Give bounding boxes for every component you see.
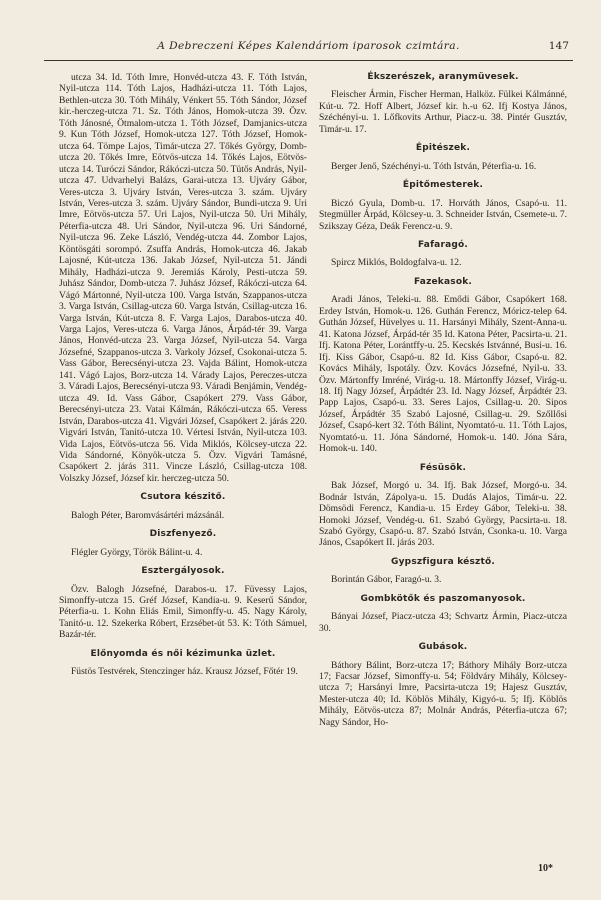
section-text: Bányai József, Piacz-utcza 43; Schvartz Ármin, Piacz-utcza 30. — [319, 611, 567, 634]
continued-listing: utcza 34. Id. Tóth Imre, Honvéd-utcza 43. F. Tóth István, Nyil-utcza 114. Tóth Lajos, Hadházi-utcza 11. Tóth Lajos, Bethlen-utcza 30. Tóth Mihály, Vénkert 55. Tóth Sándor, József kir.-herczeg-utcza 71. Sz. Tóth János, Homok-utcza 39. Özv. Tóth Jánosné, Ötmalom-utcza 1. Tóth József, Damjanics-utcza 9. Kun Tóth József, Homok-utcza 127. Tóth József, Homok-utcza 64. Tömpe Lajos, Timár-utcza 27. Tőkés György, Domb-utcza 20. Tőkés Imre, Eötvös-utcza 14. Tőkés Lajos, Eötvös-utcza 14. Turóczi Sándor, Rákóczi-utcza 50. Tütős András, Nyil-utcza 47. Udvarhelyi Balázs, Garai-utcza 13. Ujváry Gábor, Veres-utcza 3. Ujváry István, Veres-utcza 3. szám. Ujváry István, Veres-utcza 3. szám. Ujváry Sándor, Bundi-utcza 9. Uri Imre, Eötvös-utcza 57. Uri Lajos, Nyil-utcza 50. Uri Mihály, Péterfia-utcza 48. Uri Sándor, Nyil-utcza 96. Uri Sándorné, Nyil-utcza 96. Zeke László, Vendég-utcza 44. Zombor Lajos, Köntösgáti sorompó. Zsuffa András, Homok-utcza 46. Jakab Lajosné, Kút-utcza 136. Jakab József, Nyil-utcza 51. Jándi Mihály, Hadházi-utcza 9. Jeremiás Károly, Pesti-utcza 59. Juhász Sándor, Domb-utcza 7. Juhász József, Rákóczi-utcza 64. Vágó Mártonné, Nyil-utcza 100. Varga István, Szappanos-utcza 3. Varga István, Csillag-utcza 60. Varga István, Csillag-utcza 16. Varga István, Kút-utcza 8. F. Varga Lajos, Darabos-utcza 40. Varga Lajos, Veres-utcza 6. Varga János, Árpád-tér 39. Varga János, Honvéd-utcza 23. Varga József, Nyil-utcza 54. Varga Józsefné, Szappanos-utcza 3. Varkoly József, Csokonai-utcza 5. Vass Gábor, Berecsényi-utcza 23. Vajda Bálint, Homok-utcza 141. Vágó Lajos, Borz-utcza 14. Várady Lajos, Pereczes-utcza 3. Váradi Lajos, Berecsényi-utcza 93. Váradi Benjámin, Vendég-utcza 49. Id. Vass Gábor, Csapókert 279. Vass Gábor, Berecsényi-utcza 23. Vatai Kálmán, Rákóczi-utcza 65. Veress István, Darabos-utcza 41. Vigvári József, Csapókert 2. járás 220. Vigvári István, Tanitó-utcza 10. Vértesi István, Nyil-utcza 103. Vida Lajos, Eötvös-utcza 56. Vida Miklós, Kölcsey-utcza 22. Vida Sándorné, Könyök-utcza 5. Özv. Vigvári Tamásné, Csapókert 2. járás 311. Vincze László, Csillag-utcza 108. Volszky József, József kir. herczeg-utcza 50. — [59, 72, 307, 484]
section-heading: Diszfenyező. — [149, 529, 217, 540]
section-heading: Előnyomda és női kézimunka üzlet. — [90, 648, 276, 659]
section-heading: Gypszfigura késztő. — [391, 556, 495, 567]
left-column — [59, 72, 307, 678]
section-text: Aradi János, Teleki-u. 88. Emődi Gábor, Csapókert 168. Erdey István, Homok-u. 126. Guthán Ferencz, Móricz-telep 64. Guthán József, Hüvelyes u. 11. Harsányi Mihály, Szent-Anna-u. 41. Katona József, Árpád-tér 35 Id. Katona Péter, Pacsirta-u. 21. Ifj. Katona Péter, Lorántffy-u. 25. Kecskés Istvánné, Busi-u. 16. Ifj. Kiss Gábor, Csapó-u. 82 Id. Kiss Gábor, Csapó-u. 82. Kovács Mihály, Ispotály. Özv. Kovács Józsefné, Nyil-u. 33. Özv. Mártonffy Imréné, Virág-u. 18. Mártonffy József, Virág-u. 18. Ifj Nagy József, Árpádtér 23. Id. Nagy József, Árpádtér 23. Papp Lajos, Csapó-u. 33. Seres Lajos, Csillag-u. 20. Sipos József, Árpádtér 35 Szabó Lajosné, Csillag-u. 29. Szőllősi József, Csapó-kert 32. Tóth Bálint, Nyomtató-u. 11. Tóth Lajos, Nyomtató-u. 11. Jóna Sándorné, Homok-u. 140. Jóna Sára, Homok-u. 140. — [319, 294, 567, 455]
section-text: Biczó Gyula, Domb-u. 17. Horváth János, Csapó-u. 11. Stegmüller Árpád, Kölcsey-u. 3. Schneider István, Csemete-u. 7. Szikszay Géza, Deák Ferencz-u. 9. — [319, 197, 567, 232]
right-column — [319, 72, 567, 728]
section-heading: Ékszerészek, aranymüvesek. — [367, 72, 519, 82]
section-heading: Fafaragó. — [417, 239, 469, 250]
page-number: 147 — [548, 40, 569, 52]
signature-mark: 10* — [538, 863, 553, 874]
section-text: Báthory Bálint, Borz-utcza 17; Báthory Mihály Borz-utcza 17; Facsar József, Simonffy-u. 54; Földváry Mihály, Kölcsey-utcza 7; Harsányi Imre, Pacsirta-utcza 19; Hajesz Gusztáv, Mester-utcza 40; Id. Köblös Mihály, Kigyó-u. 5; Ifj. Köblös Mihály, Eötvös-utcza 87; Molnár András, Péterfia-utcza 67; Nagy Sándor, Ho- — [319, 659, 567, 728]
section-text: Spircz Miklós, Boldogfalva-u. 12. — [331, 257, 462, 269]
section-heading: Fésüsök. — [419, 462, 467, 473]
section-heading: Épitőmesterek. — [402, 180, 484, 191]
section-text: Balogh Péter, Baromvásártéri mázsánál. — [71, 509, 225, 521]
section-heading: Gombkötők és paszomanyosok. — [360, 593, 526, 604]
section-heading: Épitészek. — [415, 143, 471, 154]
section-heading: Gubások. — [418, 642, 468, 653]
section-text: Flégler György, Török Bálint-u. 4. — [71, 546, 203, 558]
section-text: Berger Jenő, Széchényi-u. Tóth István, Péterfia-u. 16. — [331, 160, 537, 172]
section-heading: Fazekasok. — [413, 276, 473, 287]
section-text: Füstös Testvérek, Stenczinger ház. Krausz József, Főtér 19. — [71, 666, 298, 678]
section-text: Borintán Gábor, Faragó-u. 3. — [331, 574, 442, 586]
page-title: A Debreczeni Képes Kalendáriom iparosok czimtára. — [157, 40, 460, 52]
section-text: Fleischer Ármin, Fischer Herman, Halköz. Fülkei Kálmánné, Kút-u. 72. Hoff Albert, József kir. h.-u 62. Ifj Kostya János, Széchényi-u. 1. Lőfkovits Arthur, Piacz-u. 38. Pintér Gusztáv, Timár-u. 17. — [319, 89, 567, 135]
section-text: Bak József, Morgó u. 34. Ifj. Bak József, Morgó-u. 34. Bodnár István, Zápolya-u. 15. Dudás Alajos, Timár-u. 22. Dömsödi Ferencz, Kandia-u. 15 Erdey Gábor, Teleki-u. 38. Homoki József, Vendég-u. 61. Szabó György, Pacsirta-u. 18. Szabó György, Csapó-u. 87. Szabó István, Csonka-u. 10. Varga János, Csapókert II. járás 203. — [319, 480, 567, 549]
section-text: Özv. Balogh Józsefné, Darabos-u. 17. Füvessy Lajos, Simonffy-utcza 15. Gréf József, Kandia-u. 9. Keserű Sándor, Péterfia-u. 1. Kohn Eliás Emil, Simonffy-u. 45. Nagy Károly, Tanitó-u. 12. Szekerka Róbert, Erzsébet-út 53. K: Tóth Sámuel, Bazár-tér. — [59, 583, 307, 641]
section-heading: Esztergályosok. — [141, 566, 225, 577]
running-header — [44, 36, 573, 61]
section-heading: Csutora készitő. — [140, 492, 226, 503]
